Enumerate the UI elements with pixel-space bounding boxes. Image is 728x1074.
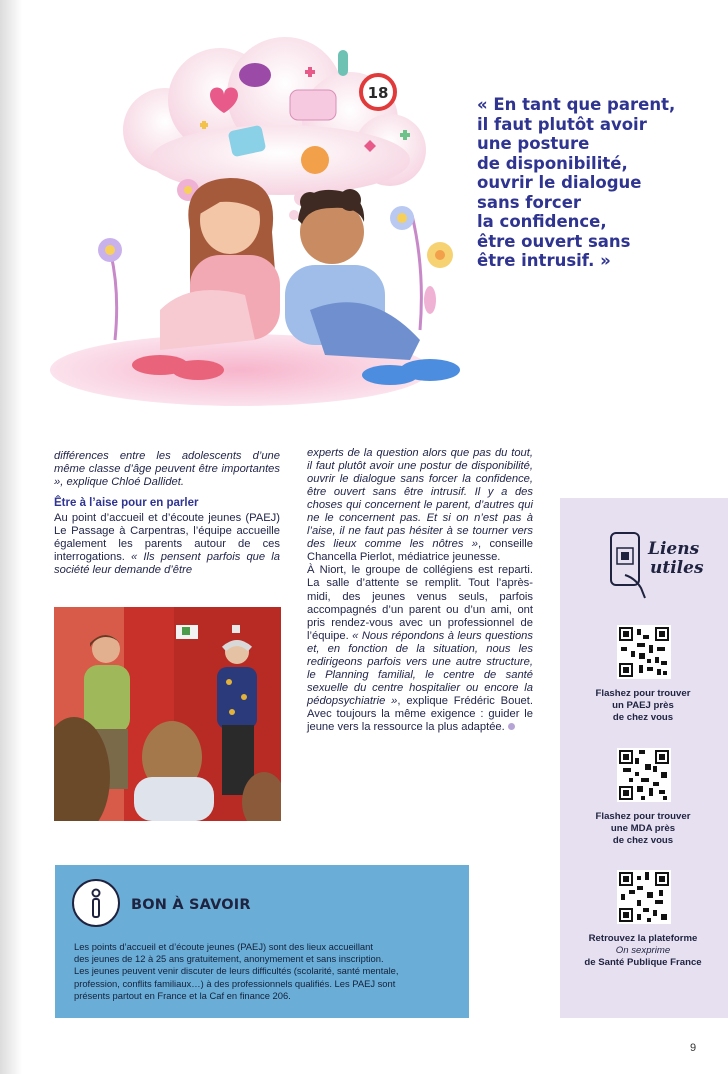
quote-line: ouvrir le dialogue (477, 173, 642, 192)
info-line: profession, conflits familiaux…) à des professionnels qualifiés. Les PAEJ sont (74, 977, 396, 989)
phone-scan-icon (605, 530, 650, 600)
quote-line: il faut plutôt avoir (477, 114, 647, 134)
end-mark-dot (508, 723, 515, 730)
text-run: , conseille Chancella Pierlot, médiatrice jeunesse. (307, 538, 533, 564)
caption-line: une MDA près (610, 823, 676, 834)
photo-team-with-youths (54, 607, 281, 821)
qr-code-paej[interactable] (617, 625, 671, 679)
caption-line-italic: On sexprime (615, 945, 671, 956)
info-icon (72, 879, 120, 927)
article-column-1 (54, 450, 280, 577)
text-run-italic: experts de la question alors que pas du tout, il faut plutôt avoir une postur de disponibilité, ouvrir le dialogue sans forcer la confidence, être ouvert sans être intrusif. Il y a des choses qui concernent le parent, d’autres qui ne le concernent pas. Et si on n’est pas à l’aise, il ne faut pas hésiter à se tourner vers des lieux comme les nôtres » (307, 447, 533, 551)
text-run-italic: « Ils pensent parfois que la société leur demande d’être (54, 551, 280, 577)
qr-caption-onsexprime (572, 933, 714, 969)
quote-line: la confidence, (477, 212, 607, 231)
page-number: 9 (690, 1042, 697, 1054)
sidebar-title (648, 540, 704, 578)
info-line: Les points d’accueil et d’écoute jeunes (PAEJ) sont des lieux accueillant (74, 941, 373, 952)
caption-line: Flashez pour trouver (595, 688, 691, 699)
text-run: , explique Frédéric Bouet. Avec toujours la même exigence : guider le jeune vers la ressource la plus adaptée. (307, 694, 533, 733)
quote-line: une posture (477, 134, 590, 153)
qr-caption-mda (572, 811, 714, 847)
caption-line: de chez vous (612, 712, 674, 723)
sidebar-title-line: utiles (650, 558, 704, 578)
pull-quote (477, 95, 677, 271)
illustration-two-teens (40, 10, 470, 410)
paragraph (54, 512, 280, 577)
thought-cloud (123, 37, 426, 220)
info-box-title: BON À SAVOIR (131, 897, 251, 913)
info-box-text (74, 941, 458, 1002)
text-run: À Niort, le groupe de collégiens est reparti. La salle d’attente se remplit. Tout l’après-midi, des jeunes venus seuls, parfois accompagnés d’un parent ou d’un ami, ont pris rendez-vous avec un professionnel de l’équipe. (307, 564, 533, 642)
info-line: présents partout en France et la Caf en finance 206. (74, 989, 291, 1001)
quote-line: de disponibilité, (477, 153, 628, 173)
caption-line: de chez vous (612, 835, 674, 846)
paragraph (307, 564, 533, 734)
qr-code-mda[interactable] (617, 748, 671, 802)
qr-code-onsexprime[interactable] (617, 870, 671, 924)
info-line: des jeunes de 12 à 25 ans gratuitement, anonymement et sans inscription. (74, 953, 384, 965)
quote-line: être ouvert sans (477, 231, 631, 251)
article-column-2 (307, 447, 533, 734)
subheading: Être à l’aise pour en parler (54, 497, 199, 510)
qr-caption-paej (572, 688, 714, 724)
paragraph (307, 447, 533, 564)
sidebar-title-line: Liens (648, 539, 700, 559)
quote-line: « En tant que parent, (477, 95, 676, 114)
info-line: Les jeunes peuvent venir discuter de leurs difficultés (scolarité, santé mentale, (74, 965, 399, 977)
caption-line: de Santé Publique France (584, 957, 702, 968)
page-gutter-shadow (0, 0, 22, 1074)
text-run-italic: « Nous répondons à leurs questions et, en fonction de la situation, nous les redirigeons parfois vers une autre structure, le Planning familial, le centre de santé sexuelle du centre hospitalier ou encore la pédopsychiatrie » (307, 629, 533, 707)
caption-line: un PAEJ près (612, 700, 674, 711)
paragraph: différences entre les adolescents d’une même classe d’âge peuvent être importantes », explique Chloé Dallidet. (54, 450, 280, 489)
caption-line: Retrouvez la plateforme (588, 933, 698, 944)
caption-line: Flashez pour trouver (595, 811, 691, 822)
text-run: Au point d’accueil et d’écoute jeunes (PAEJ) Le Passage à Carpentras, l’équipe accueille également les parents autour de ces interrogations. (54, 512, 280, 564)
quote-line: être intrusif. » (477, 251, 611, 270)
quote-line: sans forcer (477, 192, 582, 212)
svg-text:18: 18 (367, 84, 389, 102)
